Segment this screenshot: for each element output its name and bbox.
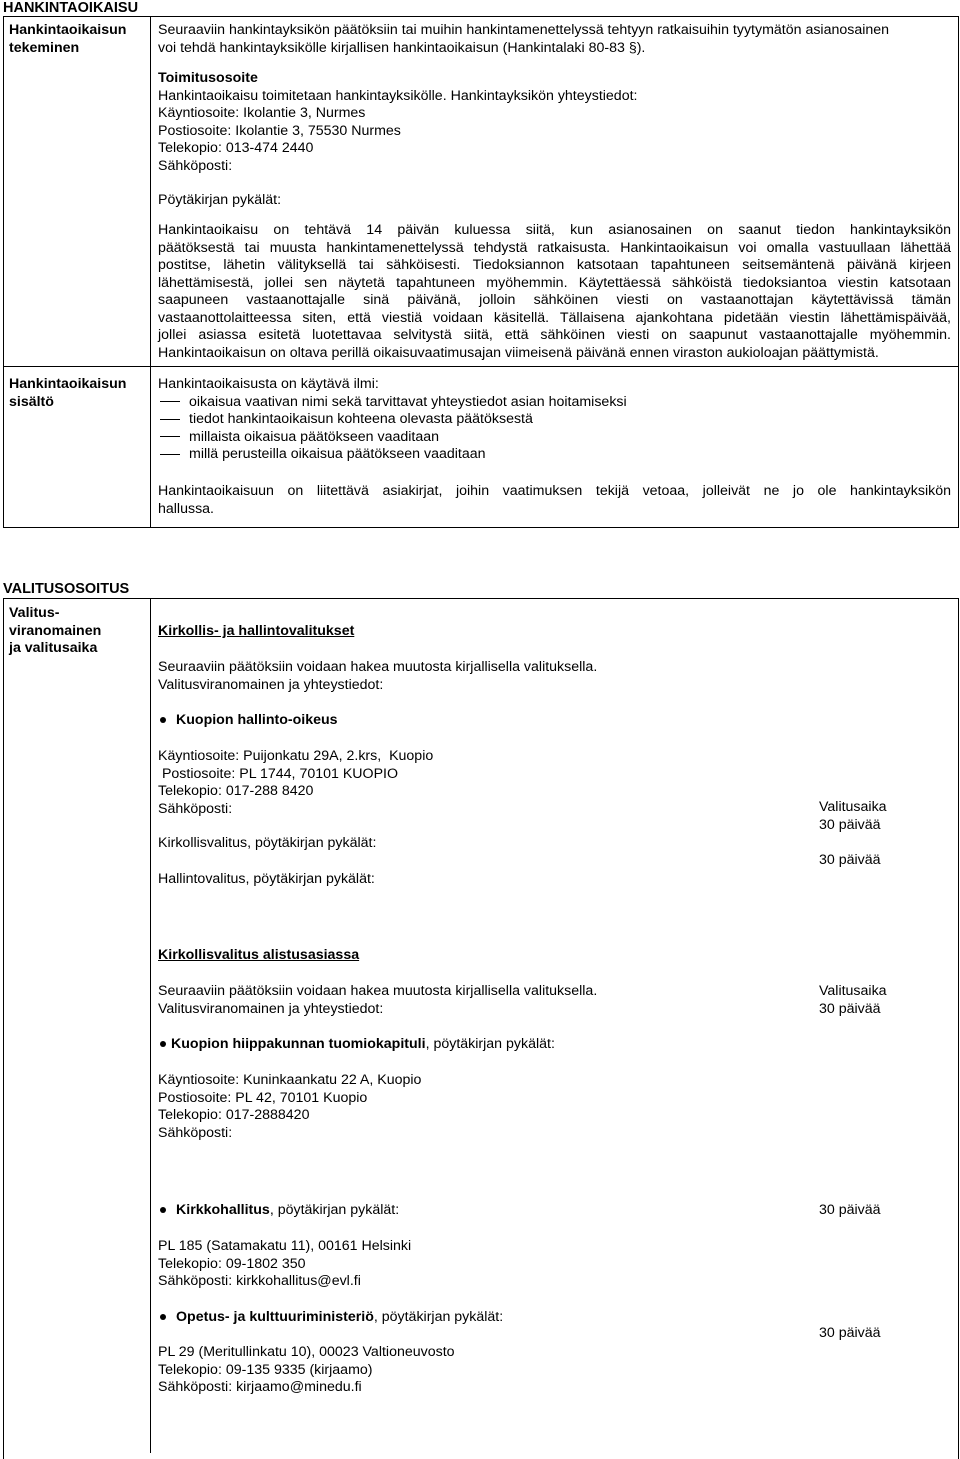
- paragraph-line: jollei asiassa esitetä luotettavaa selvitystä siitä, että sähköinen viesti on saapunut vastaanottajalle myöhemmin.: [158, 327, 951, 343]
- heading-alistusasia: Kirkollisvalitus alistusasiassa: [158, 947, 360, 963]
- authority-contact: [158, 1072, 421, 1142]
- deadline-paragraph: [158, 222, 951, 362]
- appeal-time-value: 30 päivää: [819, 852, 881, 868]
- attachments-note: [158, 483, 951, 518]
- email-address: Sähköposti: kirjaamo@minedu.fi: [158, 1379, 362, 1395]
- fax-number: Telekopio: 017-288 8420: [158, 783, 314, 799]
- intro-line: Valitusviranomainen ja yhteystiedot:: [158, 1000, 384, 1017]
- authority-okm: [158, 1309, 503, 1327]
- section-title-valitusosoitus: VALITUSOSOITUS: [3, 581, 130, 597]
- visit-address: Käyntiosoite: Puijonkatu 29A, 2.krs, Kuopio: [158, 748, 434, 764]
- appeal-time-column: [819, 799, 887, 834]
- section-title-hankintaoikaisu: HANKINTAOIKAISU: [3, 0, 139, 16]
- appeal-time-value: 30 päivää: [819, 1000, 881, 1017]
- table-divider: [150, 16, 151, 527]
- row-content-sisalto: [158, 376, 951, 464]
- email-address: Sähköposti:: [158, 157, 233, 174]
- sent-line: Hankintaoikaisu toimitetaan hankintayksikölle. Hankintayksikön yhteystiedot:: [158, 87, 638, 104]
- protocol-sections: Pöytäkirjan pykälät:: [158, 192, 282, 208]
- valitusosoitus-table: [3, 598, 959, 1459]
- intro-line: Seuraaviin päätöksiin voidaan hakea muutosta kirjallisella valituksella.: [158, 983, 598, 999]
- list-item: [158, 411, 951, 429]
- postal-address: Postiosoite: Ikolantie 3, 75530 Nurmes: [158, 122, 401, 139]
- postal-address: PL 185 (Satamakatu 11), 00161 Helsinki: [158, 1238, 412, 1254]
- authority-hallinto-oikeus: [158, 712, 338, 730]
- list-item-text: millaista oikaisua päätökseen vaaditaan: [189, 428, 440, 445]
- intro-text: voi tehdä hankintayksikölle kirjallisen hankintaoikaisun (Hankintalaki 80-83 §).: [158, 39, 646, 56]
- row-label-tekeminen: [9, 22, 126, 57]
- label-line: Valitus-: [9, 605, 60, 621]
- authority-contact: [158, 1238, 411, 1291]
- bullet-icon: [160, 1041, 166, 1047]
- row-content-tekeminen: [158, 22, 951, 57]
- appeal-intro: [158, 983, 597, 1018]
- appeal-time-label: Valitusaika: [819, 983, 887, 999]
- authority-suffix: , pöytäkirjan pykälät:: [269, 1202, 400, 1218]
- authority-contact: [158, 748, 433, 818]
- list-item-text: millä perusteilla oikaisua päätökseen vaaditaan: [189, 446, 486, 462]
- email-address: Sähköposti: kirkkohallitus@evl.fi: [158, 1273, 361, 1289]
- visit-address: Käyntiosoite: Kuninkaankatu 22 A, Kuopio: [158, 1072, 422, 1088]
- label-line: ja valitusaika: [9, 640, 98, 656]
- content-intro: Hankintaoikaisusta on käytävä ilmi:: [158, 376, 379, 392]
- paragraph-line: postitse, lähetin välityksellä tai sähköisesti. Tiedoksiannon katsotaan tapahtuneen seitsemäntenä päivänä kirjeen: [158, 257, 951, 273]
- dash-icon: [160, 419, 180, 420]
- label-line: Hankintaoikaisun: [9, 22, 127, 38]
- row-label-valitus: [9, 605, 101, 658]
- admin-appeal-sections: Hallintovalitus, pöytäkirjan pykälät:: [158, 871, 375, 887]
- bullet-icon: [160, 717, 166, 723]
- list-item: [158, 446, 951, 464]
- appeal-time-value: 30 päivää: [819, 1202, 881, 1218]
- authority-name: Kuopion hallinto-oikeus: [176, 712, 338, 728]
- table-divider: [150, 598, 151, 1453]
- appeal-time-label: Valitusaika: [819, 799, 887, 815]
- dash-icon: [160, 454, 180, 455]
- intro-line: Seuraaviin päätöksiin voidaan hakea muutosta kirjallisella valituksella.: [158, 659, 598, 675]
- postal-address: PL 29 (Meritullinkatu 10), 00023 Valtioneuvosto: [158, 1344, 455, 1360]
- appeal-time-value: 30 päivää: [819, 1325, 881, 1341]
- paragraph-line: saapuneen vastaanottajalle sinä päivänä, jolloin sähköinen viesti on vastaanottajan käytettävissä tämän: [158, 292, 951, 308]
- appeal-intro: [158, 659, 597, 694]
- address-title: Toimitusosoite: [158, 70, 258, 86]
- authority-tuomiokapituli: [158, 1036, 555, 1054]
- list-item: [158, 394, 951, 412]
- paragraph-line: Hankintaoikaisu on tehtävä 14 päivän kuluessa siitä, kun asianosainen on saanut tiedon hankintayksikön: [158, 222, 951, 238]
- label-line: Hankintaoikaisun: [9, 376, 127, 392]
- authority-name: Kuopion hiippakunnan tuomiokapituli: [171, 1036, 426, 1052]
- address-block: [158, 70, 637, 175]
- label-line: viranomainen: [9, 622, 102, 639]
- intro-text: Seuraaviin hankintayksikön päätöksiin tai muihin hankintamenettelyssä tehtyyn ratkaisuihin tyytymätön asianosainen: [158, 22, 890, 38]
- authority-suffix: , pöytäkirjan pykälät:: [373, 1309, 504, 1325]
- heading-kirkollis-hallinto: Kirkollis- ja hallintovalitukset: [158, 623, 355, 639]
- dash-icon: [160, 401, 180, 402]
- authority-contact: [158, 1344, 455, 1397]
- attachments-line: hallussa.: [158, 500, 214, 517]
- paragraph-line: päätöksestä tai muusta hankintamenettelyssä tehdystä ratkaisusta. Hankintaoikaisun voi omalla vastuullaan lähettää: [158, 239, 951, 256]
- label-line: tekeminen: [9, 39, 80, 56]
- row-label-sisalto: [9, 376, 126, 411]
- email-address: Sähköposti:: [158, 800, 233, 817]
- authority-suffix: , pöytäkirjan pykälät:: [425, 1036, 555, 1052]
- attachments-line: Hankintaoikaisuun on liitettävä asiakirjat, joihin vaatimuksen tekijä vetoaa, jolleivät ne jo ole hankintayksikön: [158, 483, 951, 499]
- dash-icon: [160, 436, 180, 437]
- church-appeal-sections: Kirkollisvalitus, pöytäkirjan pykälät:: [158, 835, 377, 851]
- paragraph-line: vastaanottolaitteessa siten, että viestiä voidaan käsitellä. Tällaisena ajankohtana pidetään viestin lähettämispäivää,: [158, 309, 951, 326]
- bullet-icon: [160, 1207, 166, 1213]
- fax-number: Telekopio: 017-2888420: [158, 1107, 310, 1123]
- list-item: [158, 429, 951, 447]
- table-row-divider: [3, 366, 958, 367]
- fax-number: Telekopio: 09-135 9335 (kirjaamo): [158, 1361, 373, 1378]
- paragraph-line: Hankintaoikaisun on oltava perillä oikaisuvaatimusajan viimeisenä päivänä ennen viraston aukioloajan päättymistä.: [158, 344, 879, 361]
- appeal-time-column: [819, 983, 887, 1018]
- postal-address: Postiosoite: PL 1744, 70101 KUOPIO: [158, 765, 399, 782]
- list-item-text: oikaisua vaativan nimi sekä tarvittavat yhteystiedot asian hoitamiseksi: [189, 393, 627, 410]
- intro-line: Valitusviranomainen ja yhteystiedot:: [158, 676, 384, 693]
- authority-name: Kirkkohallitus: [176, 1202, 270, 1218]
- postal-address: Postiosoite: PL 42, 70101 Kuopio: [158, 1089, 368, 1106]
- appeal-time-value: 30 päivää: [819, 816, 881, 833]
- authority-name: Opetus- ja kulttuuriministeriö: [176, 1309, 374, 1325]
- label-line: sisältö: [9, 393, 54, 410]
- list-item-text: tiedot hankintaoikaisun kohteena olevasta päätöksestä: [189, 411, 533, 427]
- fax-number: Telekopio: 013-474 2440: [158, 140, 314, 156]
- bullet-icon: [160, 1314, 166, 1320]
- visit-address: Käyntiosoite: Ikolantie 3, Nurmes: [158, 105, 366, 121]
- paragraph-line: lähettämisestä, jollei sen näytetä tapahtuneen myöhemmin. Käytettäessä sähköistä tiedoksiantoa viestin katsotaan: [158, 274, 951, 291]
- authority-kirkkohallitus: [158, 1202, 399, 1220]
- email-address: Sähköposti:: [158, 1124, 233, 1141]
- fax-number: Telekopio: 09-1802 350: [158, 1255, 306, 1272]
